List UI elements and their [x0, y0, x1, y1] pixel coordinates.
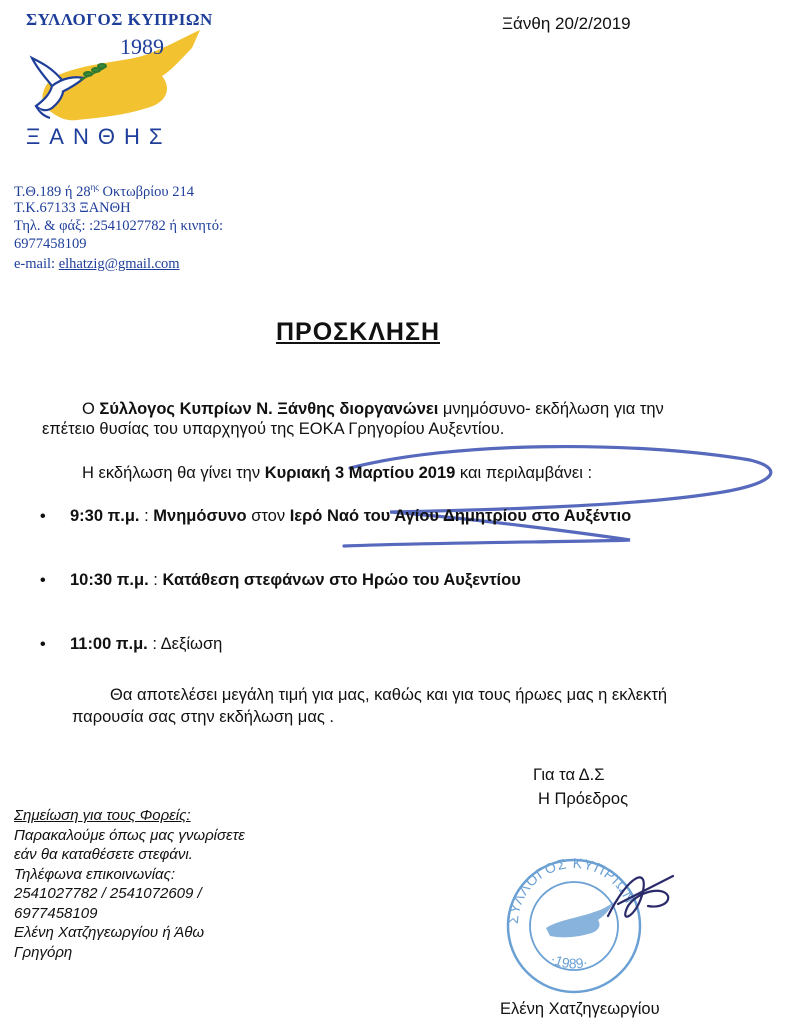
- note-block: [14, 806, 245, 962]
- association-stamp: [498, 846, 688, 996]
- logo-year: 1989: [120, 34, 164, 59]
- event-date-paragraph: Η εκδήλωση θα γίνει την Κυριακή 3 Μαρτίου 2019 και περιλαμβάνει :: [82, 464, 593, 482]
- note-line: Γρηγόρη: [14, 943, 73, 961]
- signatory-name: Ελένη Χατζηγεωργίου: [500, 1000, 660, 1018]
- email-link[interactable]: elhatzig@gmail.com: [58, 256, 180, 272]
- note-line: Ελένη Χατζηγεωργίου ή Άθω: [14, 924, 205, 941]
- hand-drawn-circle-mark: [330, 438, 789, 558]
- document-title: ΠΡΟΣΚΛΗΣΗ: [275, 318, 441, 346]
- phone-line: Τηλ. & φάξ: :2541027782 ή κινητό:: [14, 218, 223, 234]
- document-date: Ξάνθη 20/2/2019: [502, 14, 631, 33]
- address-line-1: Τ.Θ.189 ή $28^{\eta\varsigma}$ Οκτωβρίου 214: [14, 182, 194, 200]
- svg-text:ΣΥΛΛΟΓΟΣ ΚΥΠΡΙΩΝ: ΣΥΛΛΟΓΟΣ ΚΥΠΡΙΩΝ: [504, 854, 639, 925]
- note-line: 2541027782 / 2541072609 /: [14, 885, 202, 902]
- note-title: Σημείωση για τους Φορείς:: [14, 807, 191, 824]
- schedule-item-2: 10:30 π.μ. : Κατάθεση στεφάνων στο Ηρώο του Αυξεντίου: [70, 571, 521, 589]
- closing-line-2: παρουσία σας στην εκδήλωση μας .: [72, 708, 334, 726]
- stamp-map-icon: [546, 902, 614, 937]
- email-line: e-mail: elhatzig@gmail.com: [14, 256, 180, 272]
- note-line: εάν θα καταθέσετε στεφάνι.: [14, 846, 193, 863]
- svg-text:·1989·: ·1989·: [548, 950, 590, 972]
- bullet-icon: •: [40, 508, 46, 525]
- bullet-icon: •: [40, 636, 46, 653]
- mobile-line: 6977458109: [14, 236, 87, 252]
- schedule-item-3: 11:00 π.μ. : Δεξίωση: [70, 635, 223, 653]
- closing-line-1: Θα αποτελέσει μεγάλη τιμή για μας, καθώς και για τους ήρωες μας η εκλεκτή: [110, 686, 668, 704]
- logo-city: ΞΑΝΘΗΣ: [26, 124, 172, 149]
- intro-paragraph-line-1: Ο Σύλλογος Κυπρίων Ν. Ξάνθης διοργανώνει μνημόσυνο- εκδήλωση για την: [82, 400, 664, 418]
- bullet-icon: •: [40, 572, 46, 589]
- note-line: 6977458109: [14, 904, 98, 922]
- intro-paragraph-line-2: επέτειο θυσίας του υπαρχηγού της ΕΟΚΑ Γρηγορίου Αυξεντίου.: [42, 420, 505, 438]
- logo-title: ΣΥΛΛΟΓΟΣ ΚΥΠΡΙΩΝ: [26, 10, 213, 29]
- note-line: Τηλέφωνα επικοινωνίας:: [14, 865, 176, 883]
- signature-board-line: Για τα Δ.Σ: [533, 766, 605, 784]
- schedule-item-1: 9:30 π.μ. : Μνημόσυνο στον Ιερό Ναό του Αγίου Δημητρίου στο Αυξέντιο: [70, 507, 632, 525]
- note-line: Παρακαλούμε όπως μας γνωρίσετε: [14, 826, 245, 844]
- address-line-2: Τ.Κ.67133 ΞΑΝΘΗ: [14, 200, 131, 216]
- signature-role: Η Πρόεδρος: [538, 790, 629, 808]
